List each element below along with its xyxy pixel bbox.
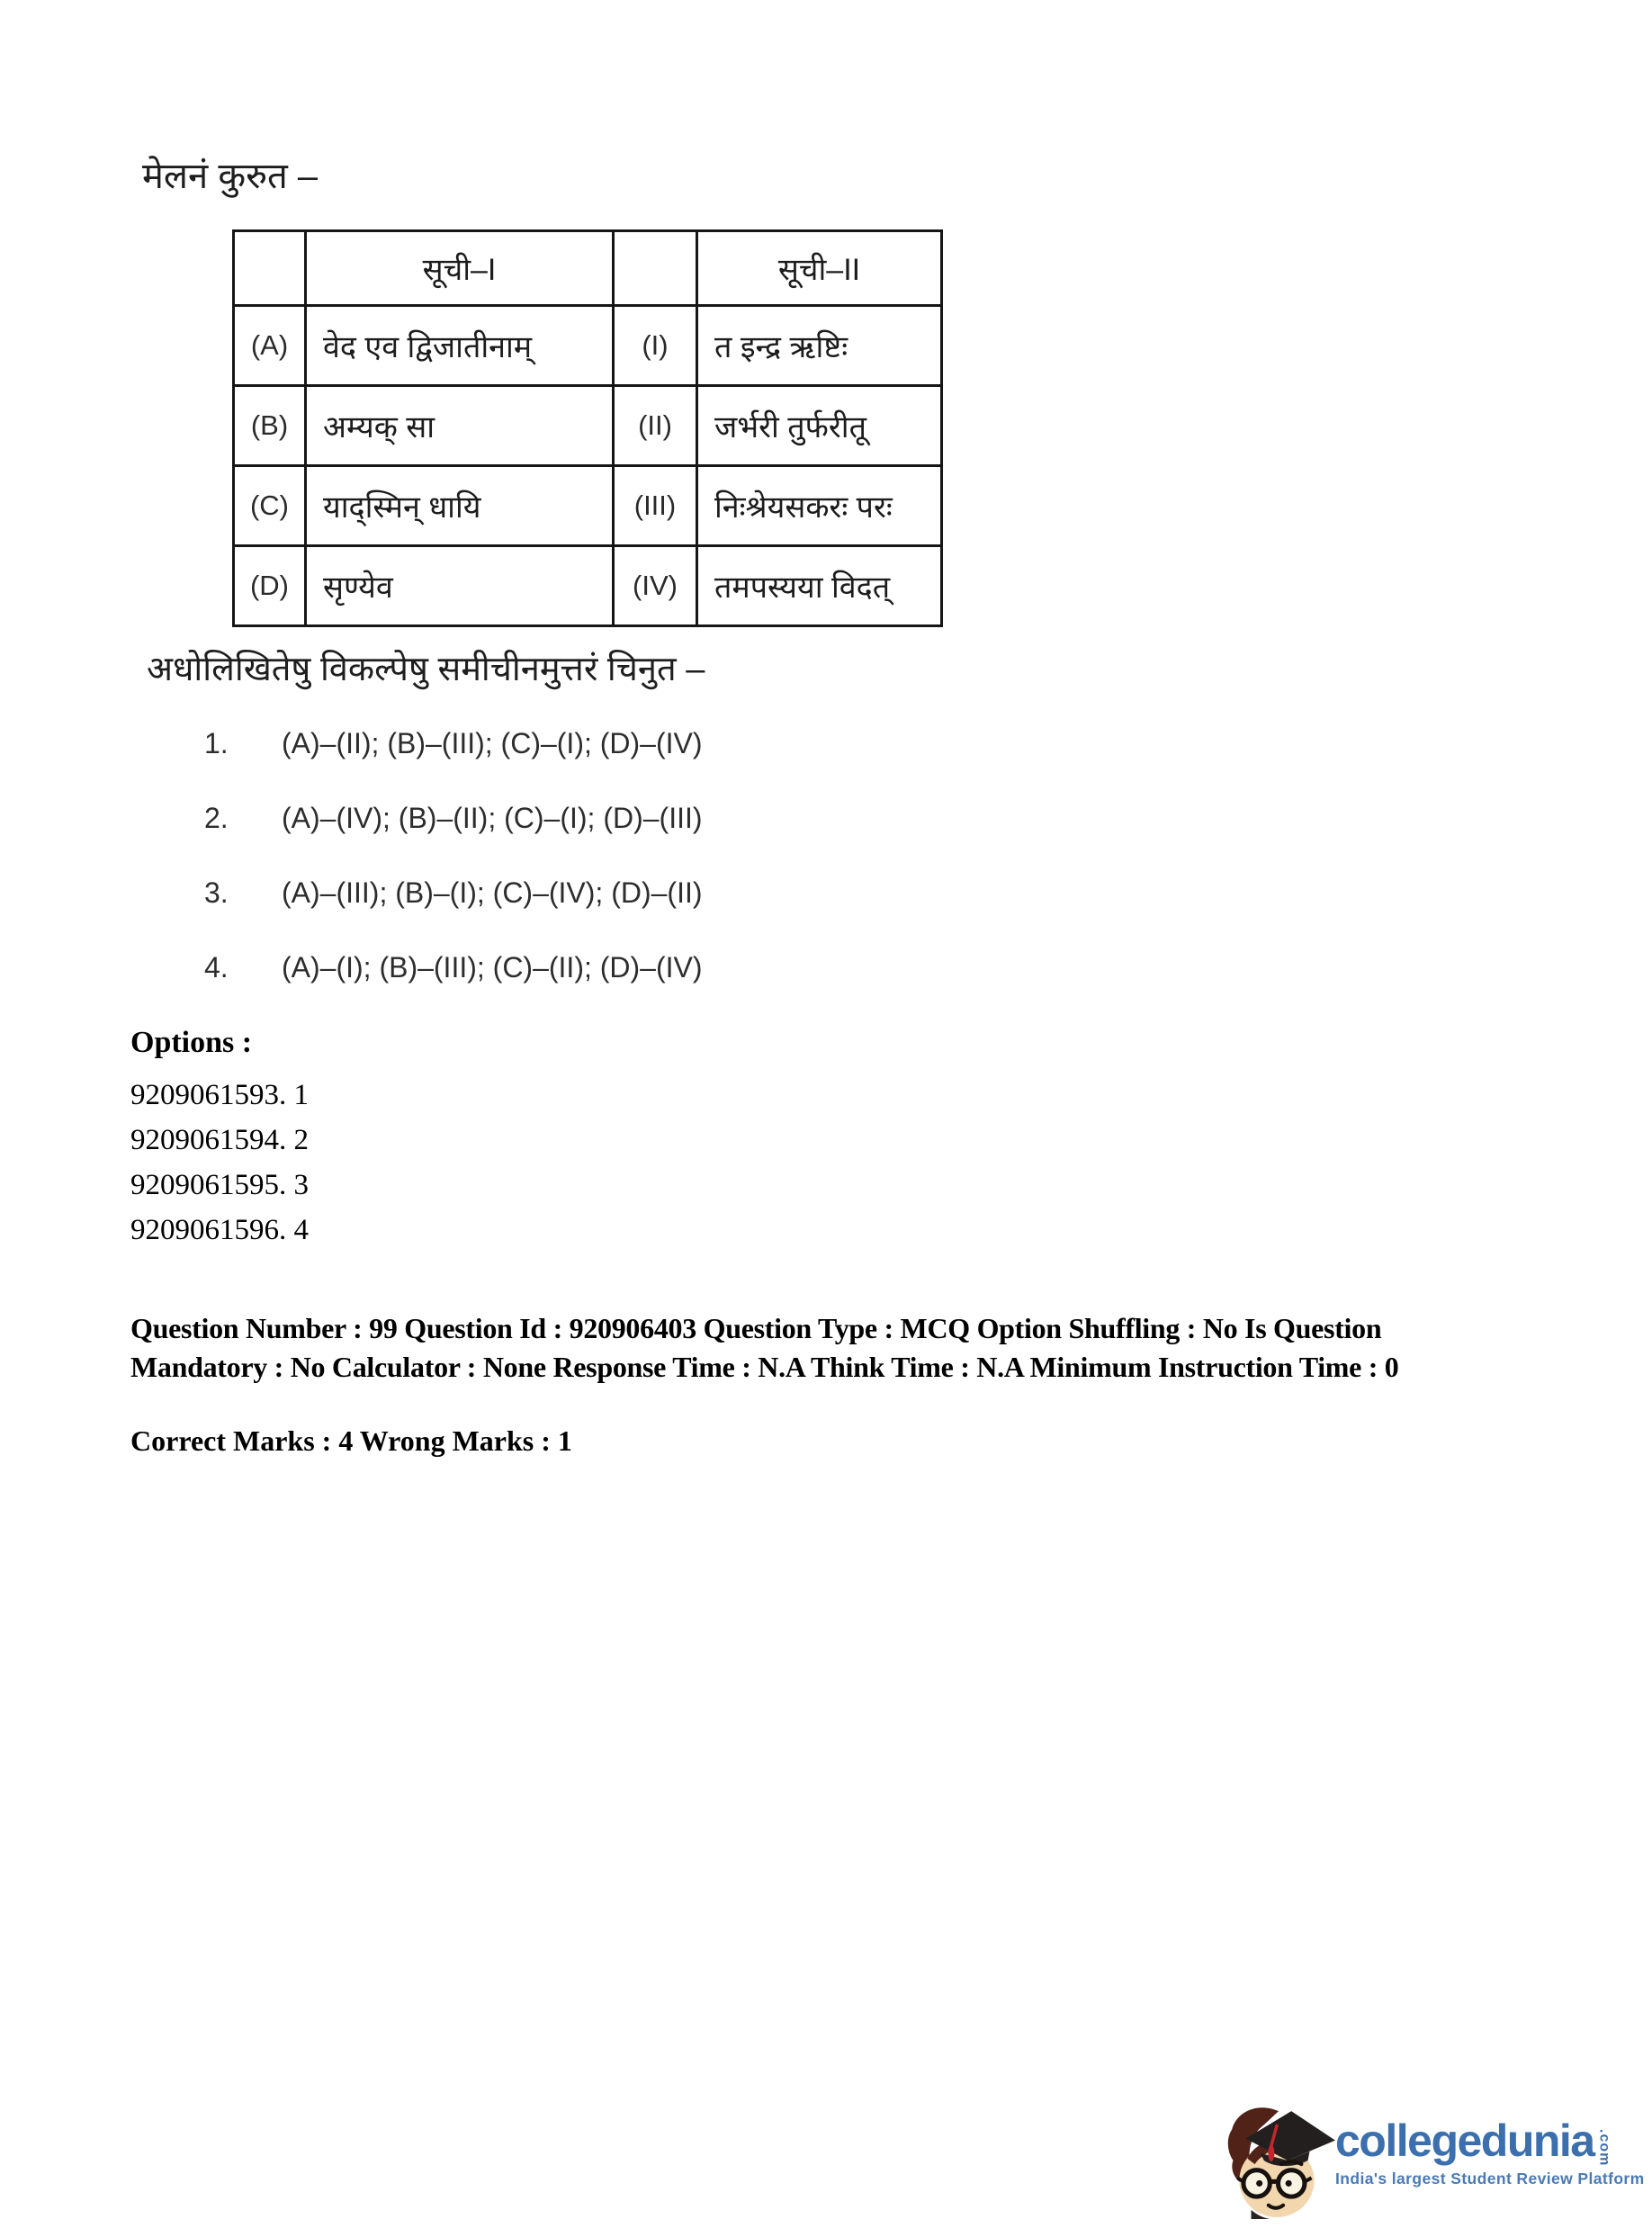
- table-row: [234, 546, 942, 626]
- row-label: (IV): [614, 546, 697, 626]
- option-id-line: 9209061595. 3: [130, 1169, 309, 1201]
- collegedunia-mascot-icon: [1220, 2100, 1339, 2219]
- mcq-option: [204, 951, 703, 1026]
- table-header-row: [234, 231, 942, 306]
- mcq-option-text: (A)–(II); (B)–(III); (C)–(I); (D)–(IV): [282, 727, 703, 759]
- question-metadata: Question Number : 99 Question Id : 920906403 Question Type : MCQ Option Shuffling : No Is Question Mandatory : No Calculator : None Response Time : N.A Think Time : N.A Minimum Instruction Time : 0: [130, 1312, 1399, 1383]
- row-label: (B): [234, 386, 306, 466]
- mcq-option-list: [204, 727, 703, 1026]
- option-id-line: 9209061596. 4: [130, 1214, 309, 1246]
- list2-item: निःश्रेयसकरः परः: [697, 466, 942, 546]
- list1-header: सूची–I: [306, 231, 614, 306]
- row-label: (II): [614, 386, 697, 466]
- row-label: (I): [614, 306, 697, 386]
- mcq-option-number: 1.: [204, 727, 229, 759]
- list1-item: याद्स्मिन् धायि: [306, 466, 614, 546]
- mcq-option-text: (A)–(III); (B)–(I); (C)–(IV); (D)–(II): [282, 876, 703, 909]
- question-heading: मेलनं कुरुत –: [142, 157, 319, 196]
- row-label: (C): [234, 466, 306, 546]
- mcq-option: [204, 876, 703, 951]
- list2-header: सूची–II: [697, 231, 942, 306]
- list1-item: वेद एव द्विजातीनाम्: [306, 306, 614, 386]
- table-header-blank: [234, 231, 306, 306]
- mcq-option-text: (A)–(I); (B)–(III); (C)–(II); (D)–(IV): [282, 951, 703, 984]
- list2-item: त इन्द्र ऋष्टिः: [697, 306, 942, 386]
- option-id-line: 9209061593. 1: [130, 1079, 309, 1111]
- mcq-option-number: 4.: [204, 951, 229, 984]
- list1-item: सृण्येव: [306, 546, 614, 626]
- list2-item: तमपस्यया विदत्: [697, 546, 942, 626]
- collegedunia-logo: [1220, 2095, 1652, 2228]
- table-row: [234, 386, 942, 466]
- row-label: (D): [234, 546, 306, 626]
- mcq-option-number: 2.: [204, 802, 229, 834]
- row-label: (A): [234, 306, 306, 386]
- collegedunia-domain-suffix: .com: [1596, 2129, 1612, 2167]
- options-id-block: [130, 1026, 309, 1253]
- mcq-option-text: (A)–(IV); (B)–(II); (C)–(I); (D)–(III): [282, 802, 703, 834]
- collegedunia-wordmark: collegedunia: [1335, 2116, 1594, 2166]
- table-row: [234, 306, 942, 386]
- question-instruction: अधोलिखितेषु विकल्पेषु समीचीनमुत्तरं चिनुत –: [147, 651, 705, 688]
- mcq-option: [204, 802, 703, 876]
- mcq-option-number: 3.: [204, 876, 229, 909]
- row-label: (III): [614, 466, 697, 546]
- mcq-option: [204, 727, 703, 802]
- list2-item: जर्भरी तुर्फरीतू: [697, 386, 942, 466]
- collegedunia-tagline: India's largest Student Review Platform: [1335, 2170, 1645, 2188]
- match-table: [232, 229, 943, 627]
- option-id-line: 9209061594. 2: [130, 1124, 309, 1156]
- table-header-blank: [614, 231, 697, 306]
- marks-info: Correct Marks : 4 Wrong Marks : 1: [130, 1424, 572, 1457]
- options-label: Options :: [130, 1026, 253, 1059]
- list1-item: अम्यक् सा: [306, 386, 614, 466]
- table-row: [234, 466, 942, 546]
